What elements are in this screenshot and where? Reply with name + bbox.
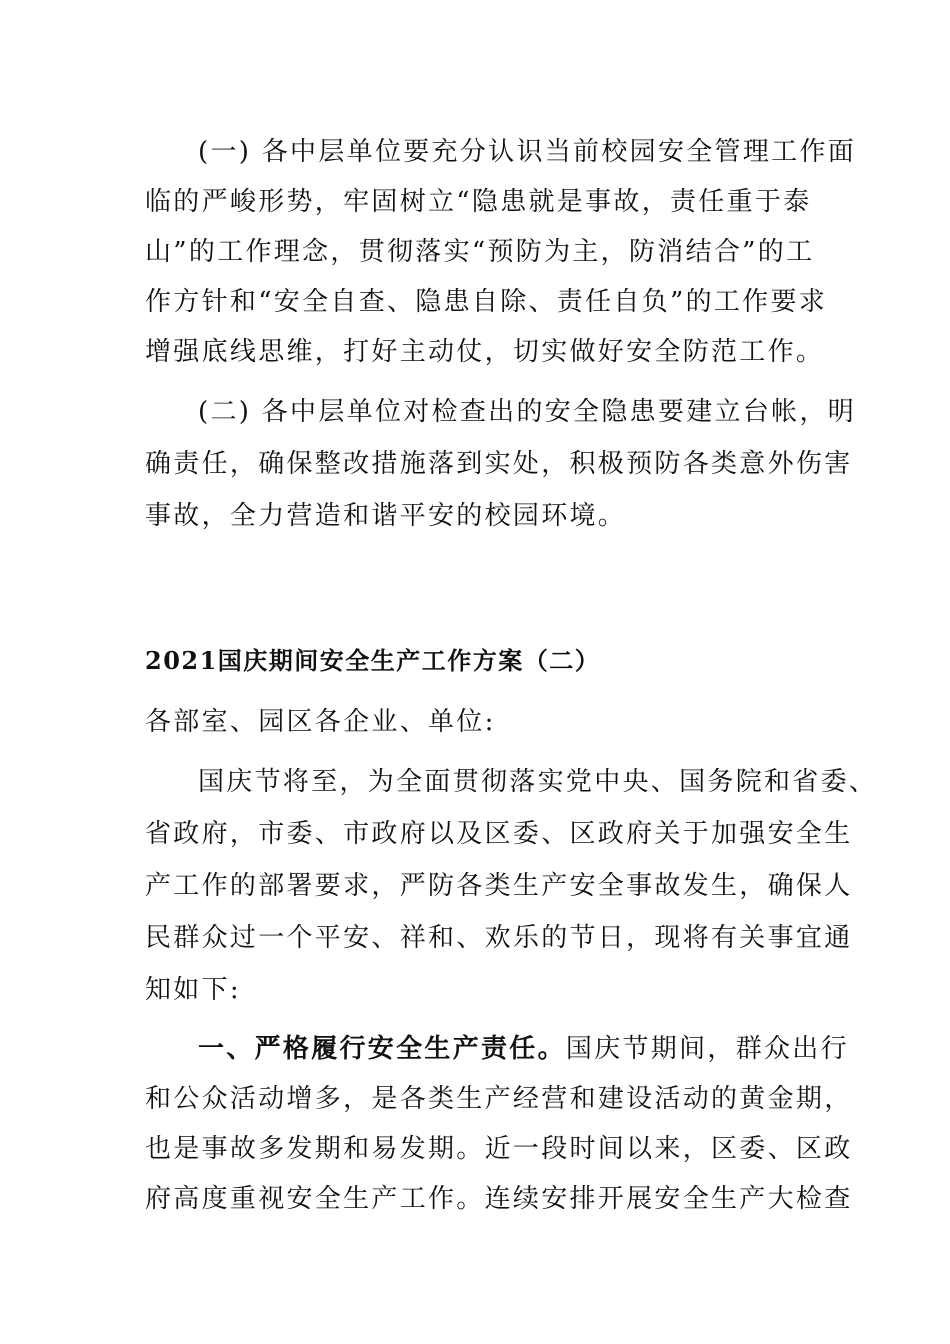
para2-line-1: (二) 各中层单位对检查出的安全隐患要建立台帐，明: [198, 397, 857, 427]
point1-line-3: 也是事故多发期和易发期。近一段时间以来，区委、区政: [145, 1134, 853, 1164]
point1-line-2: 和公众活动增多，是各类生产经营和建设活动的黄金期，: [145, 1084, 853, 1114]
point1-line-1: [198, 1032, 849, 1066]
intro-line-3: 产工作的部署要求，严防各类生产安全事故发生，确保人: [145, 871, 853, 901]
document-title: 2021国庆期间安全生产工作方案（二）: [145, 646, 601, 675]
para2-line-2: 确责任，确保整改措施落到实处，积极预防各类意外伤害: [145, 449, 853, 479]
para1-line-1: (一) 各中层单位要充分认识当前校园安全管理工作面: [198, 137, 857, 167]
intro-line-4: 民群众过一个平安、祥和、欢乐的节日，现将有关事宜通: [145, 923, 853, 953]
para1-line-2: 临的严峻形势，牢固树立“隐患就是事故，责任重于泰: [145, 187, 812, 217]
salutation: 各部室、园区各企业、单位:: [145, 707, 496, 737]
point1-bold-lead: 一、严格履行安全生产责任。: [198, 1034, 566, 1064]
para1-line-5: 增强底线思维，打好主动仗，切实做好安全防范工作。: [145, 337, 825, 367]
intro-line-1: 国庆节将至，为全面贯彻落实党中央、国务院和省委、: [198, 767, 878, 797]
para1-line-3: 山”的工作理念，贯彻落实“预防为主，防消结合”的工: [145, 237, 815, 267]
point1-line-1-rest: 国庆节期间，群众出行: [565, 1034, 849, 1064]
para1-line-4: 作方针和“安全自查、隐患自除、责任自负”的工作要求: [145, 287, 828, 317]
intro-line-5: 知如下:: [145, 975, 241, 1005]
intro-line-2: 省政府，市委、市政府以及区委、区政府关于加强安全生: [145, 819, 853, 849]
para2-line-3: 事故，全力营造和谐平安的校园环境。: [145, 501, 627, 531]
point1-line-4: 府高度重视安全生产工作。连续安排开展安全生产大检查: [145, 1184, 853, 1214]
